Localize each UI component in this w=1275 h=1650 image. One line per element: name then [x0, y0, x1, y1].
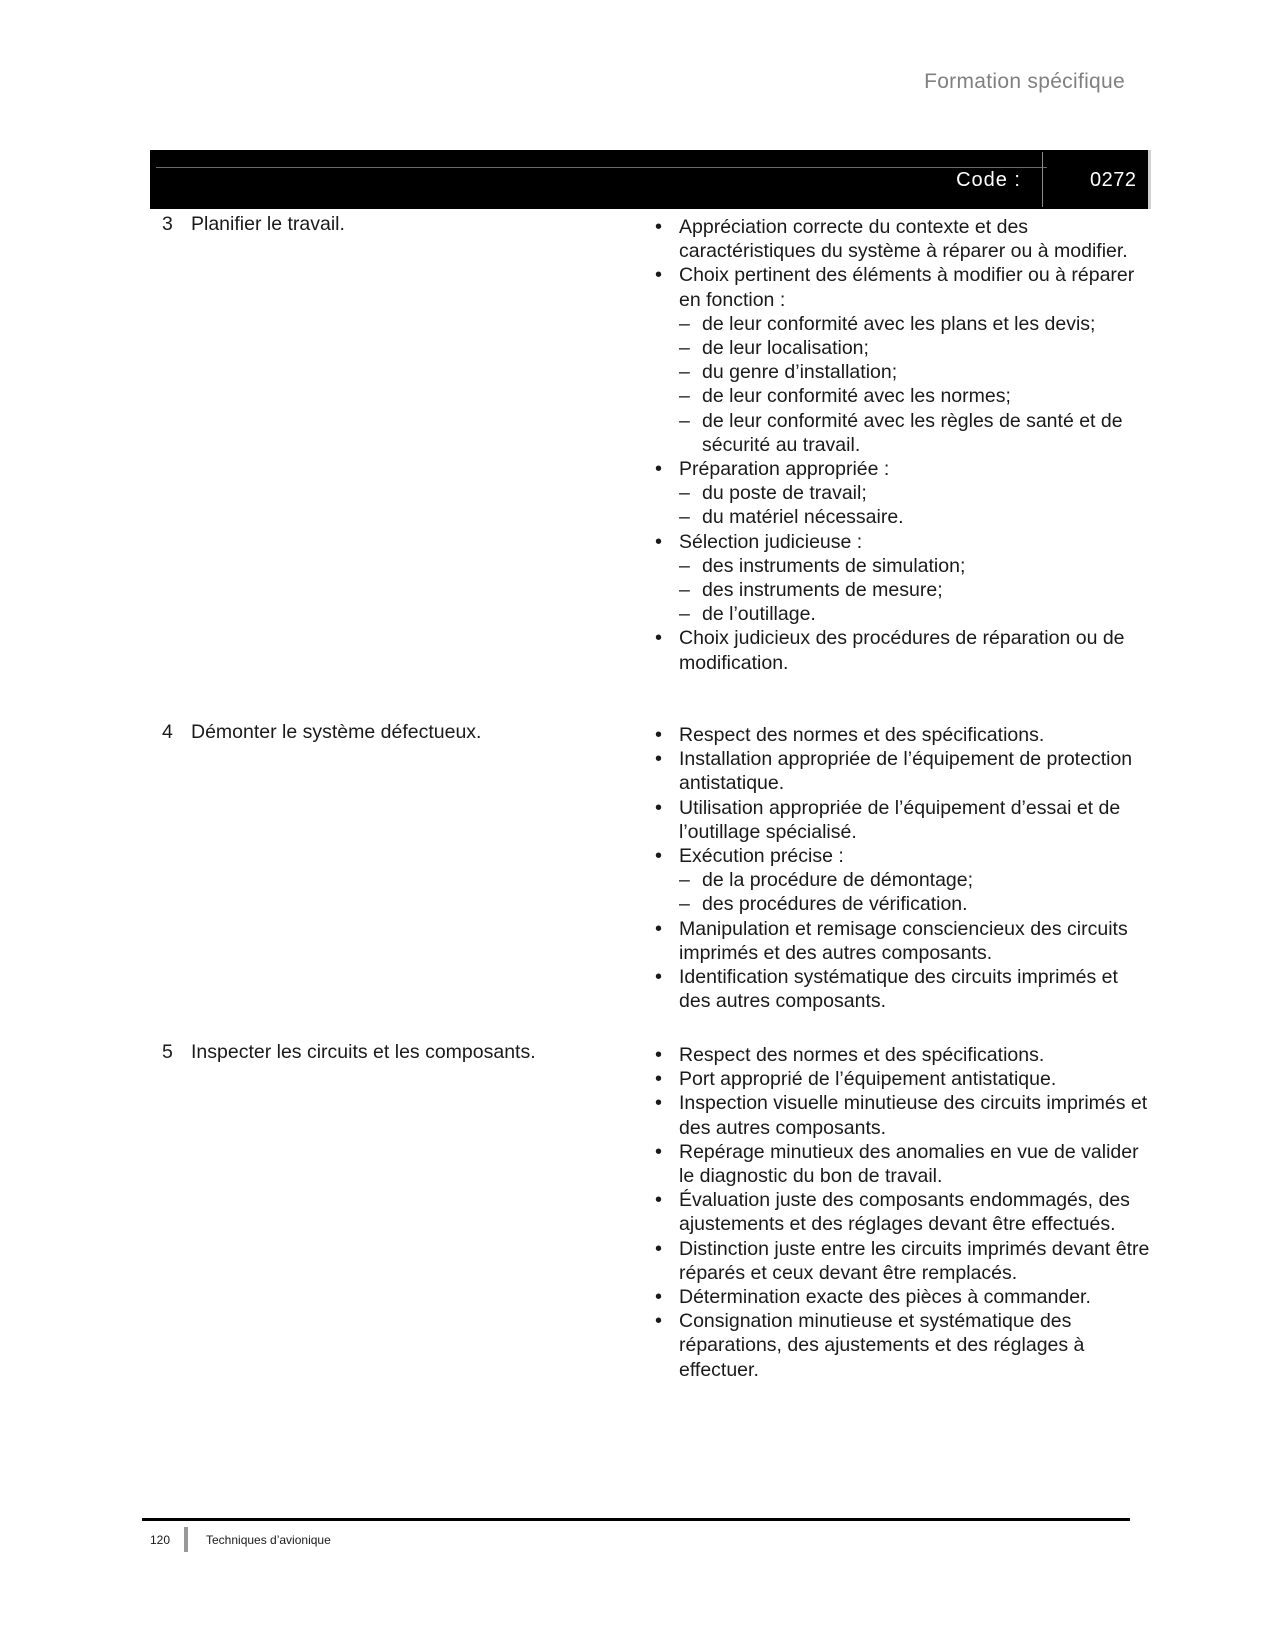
- sub-criterion: – des procédures de vérification.: [679, 892, 1152, 916]
- criterion: • Consignation minutieuse et systématique des réparations, des ajustements et des réglages à effectuer.: [652, 1309, 1152, 1382]
- element-text: Planifier le travail.: [191, 213, 345, 235]
- criterion: • Choix pertinent des éléments à modifier ou à réparer en fonction : – de leur conformité avec les plans et les devis; – de leur localisation; – du genre d’installation; – de leur conformité avec les normes; – de leur conformité avec les règles de santé et de sécurité au travail.: [652, 263, 1152, 457]
- criteria-list-3: [652, 215, 1152, 675]
- criterion: • Respect des normes et des spécifications.: [652, 1043, 1152, 1067]
- criterion: • Manipulation et remisage consciencieux des circuits imprimés et des autres composants.: [652, 917, 1152, 965]
- sub-criteria-list: [679, 868, 1152, 916]
- code-label: Code :: [956, 169, 1021, 191]
- element-text: Démonter le système défectueux.: [191, 721, 482, 743]
- sub-criterion: – de leur conformité avec les normes;: [679, 384, 1152, 408]
- sub-criterion: – du poste de travail;: [679, 481, 1152, 505]
- criterion: • Préparation appropriée : – du poste de travail; – du matériel nécessaire.: [652, 457, 1152, 530]
- sub-criteria-list: [679, 481, 1152, 529]
- footer-separator: [184, 1527, 188, 1552]
- header-rule: [156, 167, 1047, 168]
- sub-criterion: – des instruments de simulation;: [679, 554, 1152, 578]
- footer-document-title: Techniques d’avionique: [206, 1533, 331, 1547]
- criterion: • Évaluation juste des composants endommagés, des ajustements et des réglages devant être effectués.: [652, 1188, 1152, 1236]
- code-header-bar: [150, 150, 1151, 209]
- criterion: • Identification systématique des circuits imprimés et des autres composants.: [652, 965, 1152, 1013]
- sub-criteria-list: [679, 554, 1152, 627]
- criterion: • Exécution précise : – de la procédure de démontage; – des procédures de vérification.: [652, 844, 1152, 917]
- code-divider: [1042, 152, 1043, 207]
- criterion: • Appréciation correcte du contexte et des caractéristiques du système à réparer ou à modifier.: [652, 215, 1152, 263]
- code-bar-edge: [1148, 150, 1151, 209]
- element-text: Inspecter les circuits et les composants.: [191, 1041, 536, 1063]
- sub-criterion: – de leur conformité avec les règles de santé et de sécurité au travail.: [679, 409, 1152, 457]
- element-3: [162, 212, 345, 236]
- element-5: [162, 1040, 536, 1064]
- sub-criterion: – de l’outillage.: [679, 602, 1152, 626]
- criterion: • Choix judicieux des procédures de réparation ou de modification.: [652, 626, 1152, 674]
- element-number: 4: [162, 721, 173, 743]
- sub-criterion: – de leur conformité avec les plans et les devis;: [679, 312, 1152, 336]
- criterion: • Installation appropriée de l’équipement de protection antistatique.: [652, 747, 1152, 795]
- code-value: 0272: [1090, 169, 1137, 191]
- criterion: • Distinction juste entre les circuits imprimés devant être réparés et ceux devant être remplacés.: [652, 1237, 1152, 1285]
- criterion: • Port approprié de l’équipement antistatique.: [652, 1067, 1152, 1091]
- sub-criterion: – de leur localisation;: [679, 336, 1152, 360]
- sub-criterion: – des instruments de mesure;: [679, 578, 1152, 602]
- sub-criterion: – du genre d’installation;: [679, 360, 1152, 384]
- criterion: • Utilisation appropriée de l’équipement d’essai et de l’outillage spécialisé.: [652, 796, 1152, 844]
- sub-criterion: – de la procédure de démontage;: [679, 868, 1152, 892]
- sub-criteria-list: [679, 312, 1152, 457]
- element-4: [162, 720, 481, 744]
- criterion: • Détermination exacte des pièces à commander.: [652, 1285, 1152, 1309]
- element-number: 3: [162, 213, 173, 235]
- criterion: • Sélection judicieuse : – des instruments de simulation; – des instruments de mesure; – de l’outillage.: [652, 530, 1152, 627]
- criterion: • Inspection visuelle minutieuse des circuits imprimés et des autres composants.: [652, 1091, 1152, 1139]
- footer-rule: [142, 1518, 1130, 1521]
- criteria-list-4: [652, 723, 1152, 1013]
- criterion: • Respect des normes et des spécifications.: [652, 723, 1152, 747]
- criteria-list-5: [652, 1043, 1152, 1382]
- page-number: 120: [150, 1533, 171, 1547]
- sub-criterion: – du matériel nécessaire.: [679, 505, 1152, 529]
- running-head-title: Formation spécifique: [924, 70, 1125, 93]
- criterion: • Repérage minutieux des anomalies en vue de valider le diagnostic du bon de travail.: [652, 1140, 1152, 1188]
- element-number: 5: [162, 1041, 173, 1063]
